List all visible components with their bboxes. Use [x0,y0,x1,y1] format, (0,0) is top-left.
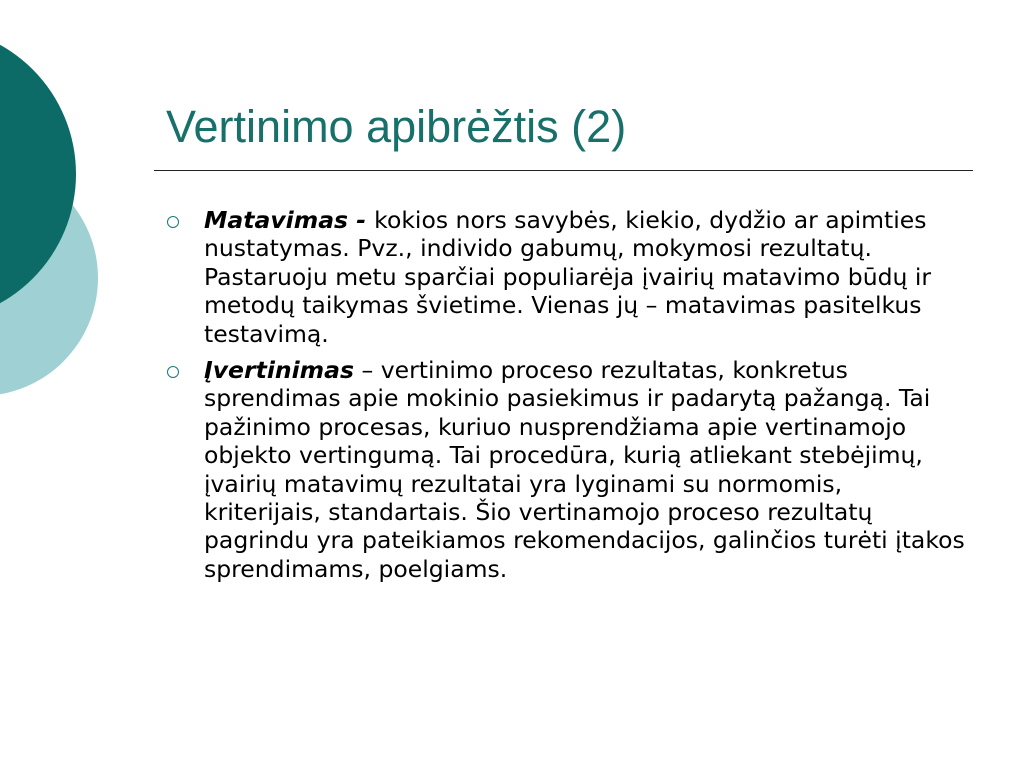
bullet-separator: – [354,356,381,385]
bullet-circle-icon [167,366,179,378]
bullet-item-ivertinimas [166,356,966,583]
slide-title: Vertinimo apibrėžtis (2) [166,101,627,152]
bullet-text: vertinimo proceso rezultatas, konkretus sprendimas apie mokinio pasiekimus ir padarytą pažangą. Tai pažinimo procesas, kuriuo nusprendžiama apie vertinamojo objekto vertingumą. Tai procedūra, kurią atliekant stebėjimų, įvairių matavimų rezultatai yra lyginami su normomis, kriterijais, standartais. Šio vertinamojo proceso rezultatų pagrindu yra pateikiamos rekomendacijos, galinčios turėti įtakos sprendimams, poelgiams. [204,356,965,583]
bullet-term: Įvertinimas [204,356,354,385]
bullet-term: Matavimas [204,206,349,234]
bullet-circle-icon [167,216,179,228]
title-divider [154,170,973,171]
bullet-separator: - [348,206,375,234]
bullet-item-matavimas [166,206,966,348]
bullet-text: kokios nors savybės, kiekio, dydžio ar apimties nustatymas. Pvz., individo gabumų, mokymosi rezultatų. Pastaruoju metu sparčiai populiarėja įvairių matavimo būdų ir metodų taikymas švietime. Vienas jų – matavimas pasitelkus testavimą. [204,206,932,348]
bullet-list [166,206,966,591]
